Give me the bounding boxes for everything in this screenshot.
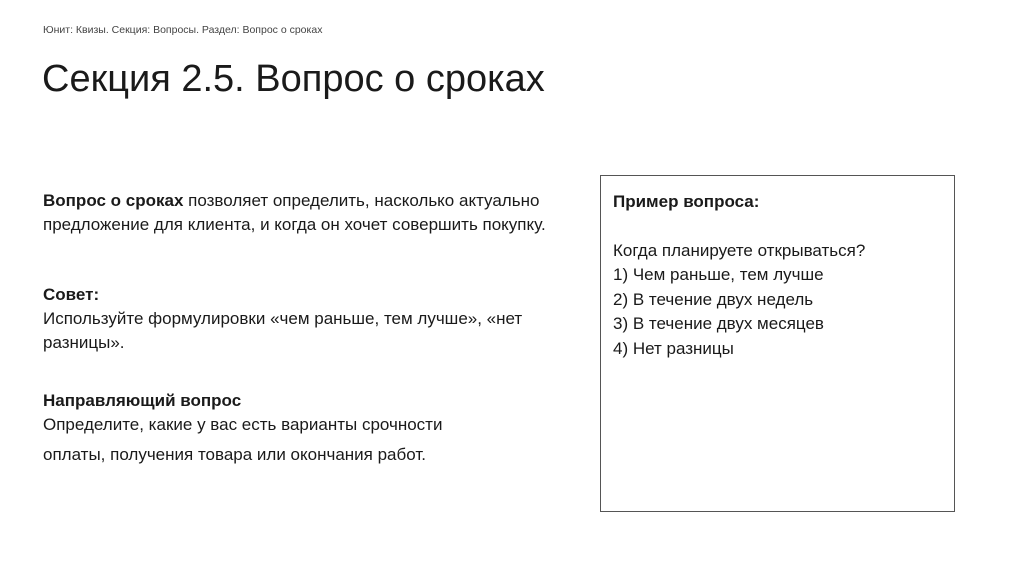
- example-question: Когда планируете открываться?: [613, 240, 866, 260]
- content-column: [43, 189, 583, 467]
- breadcrumb: Юнит: Квизы. Секция: Вопросы. Раздел: Вопрос о сроках: [43, 24, 323, 36]
- intro-bold-lead: Вопрос о сроках: [43, 191, 184, 210]
- answer-option: 4) Нет разницы: [613, 338, 734, 358]
- intro-text: позволяет определить, насколько актуально предложение для клиента, и когда он хочет совершить покупку.: [43, 191, 546, 234]
- advice-block: [43, 283, 583, 355]
- advice-text: Используйте формулировки «чем раньше, тем лучше», «нет разницы».: [43, 309, 523, 352]
- answer-options-list: [613, 263, 942, 361]
- answer-option: 1) Чем раньше, тем лучше: [613, 265, 824, 284]
- example-question-box: [600, 175, 955, 512]
- example-title: Пример вопроса:: [613, 192, 760, 211]
- answer-option: 3) В течение двух месяцев: [613, 314, 824, 333]
- intro-paragraph: [43, 189, 583, 237]
- guiding-question-block: [43, 389, 583, 467]
- guiding-question-line-1: Определите, какие у вас есть варианты срочности: [43, 415, 443, 434]
- page-title: Секция 2.5. Вопрос о сроках: [42, 58, 545, 100]
- advice-label: Совет:: [43, 285, 100, 304]
- guiding-question-line-2: оплаты, получения товара или окончания работ.: [43, 445, 426, 464]
- guiding-question-label: Направляющий вопрос: [43, 391, 242, 410]
- answer-option: 2) В течение двух недель: [613, 289, 814, 309]
